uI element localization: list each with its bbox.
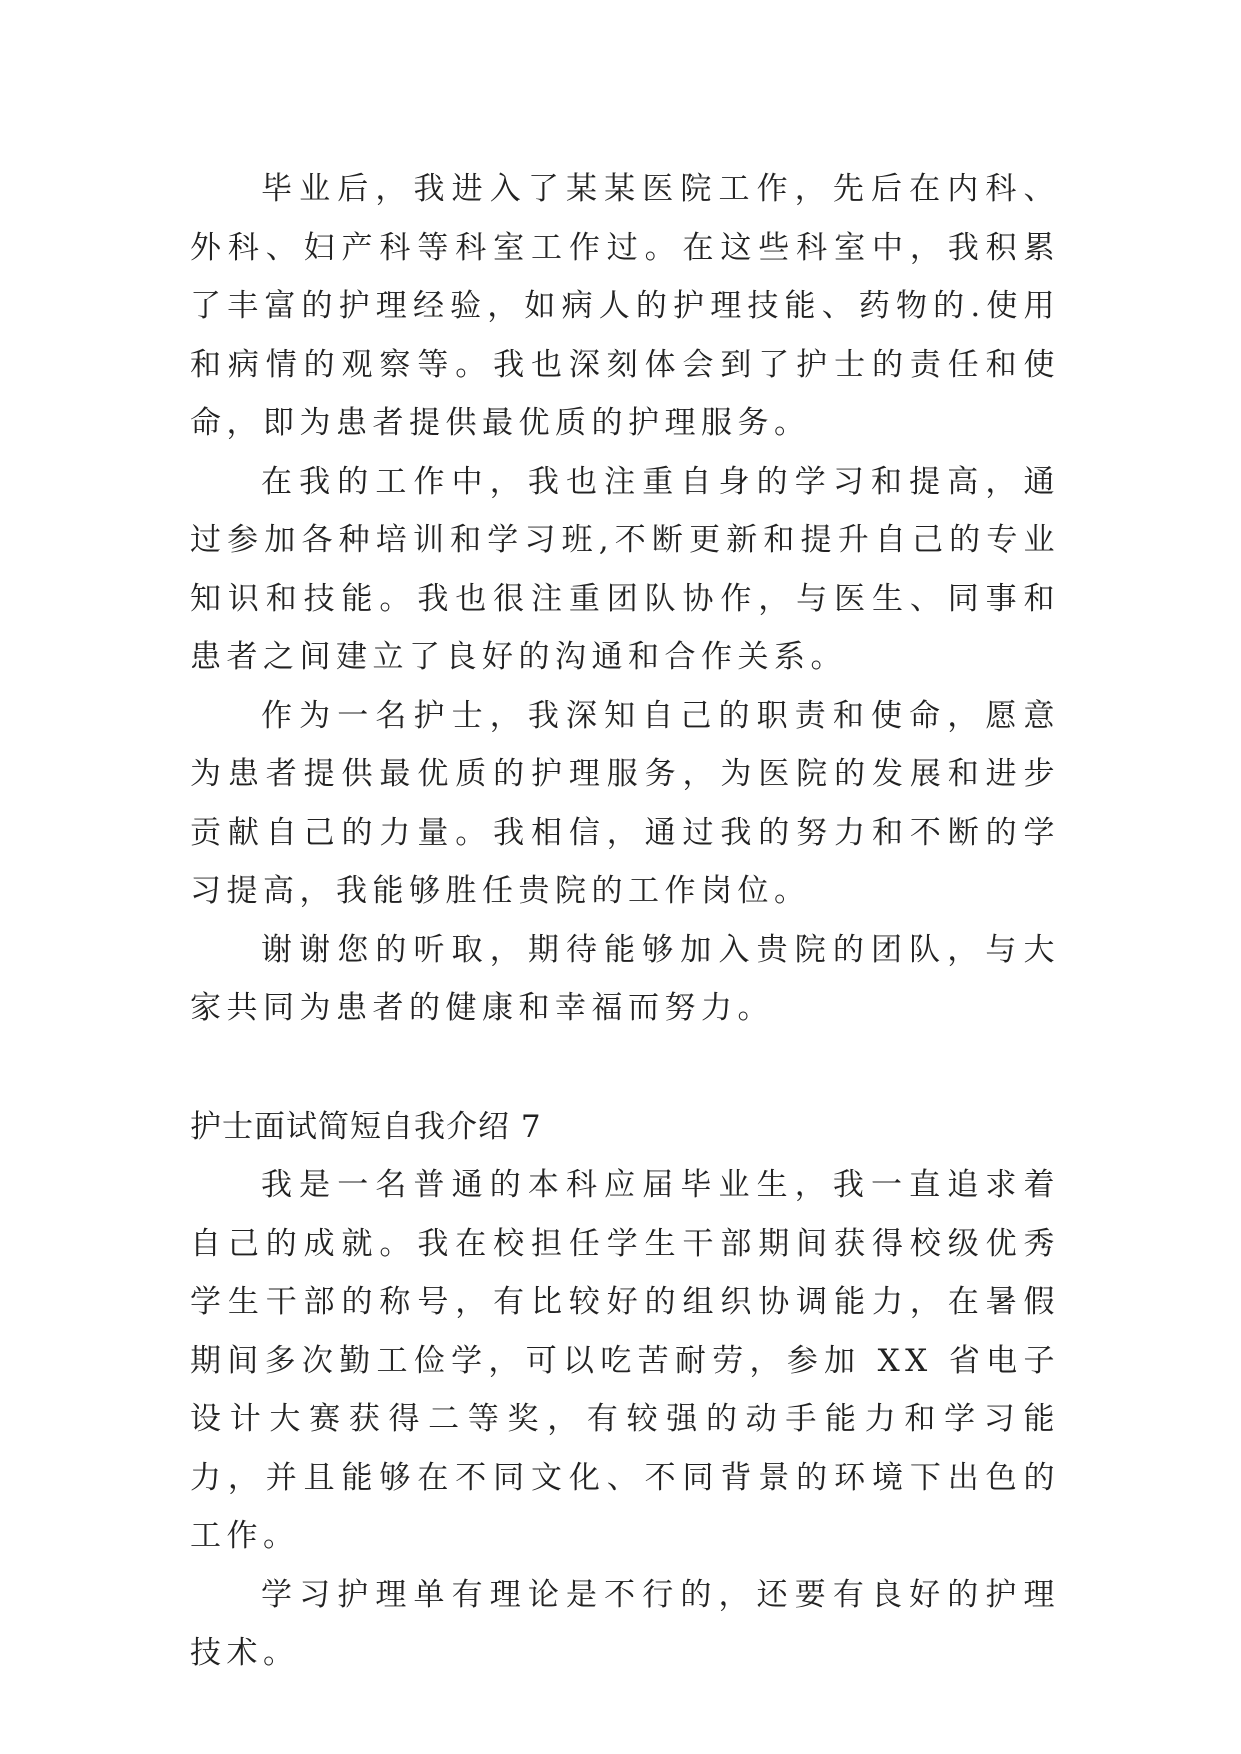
document-body: [190, 160, 1060, 1683]
section-title: 护士面试简短自我介绍 7: [190, 1108, 542, 1145]
paragraph-work-experience: 毕业后，我进入了某某医院工作，先后在内科、外科、妇产科等科室工作过。在这些科室中，我积累了丰富的护理经验，如病人的护理技能、药物的.使用和病情的观察等。我也深刻体会到了护士的责任和使命，即为患者提供最优质的护理服务。: [190, 171, 1060, 441]
paragraph-learning: 在我的工作中，我也注重自身的学习和提高，通过参加各种培训和学习班,不断更新和提升自己的专业知识和技能。我也很注重团队协作，与医生、同事和患者之间建立了良好的沟通和合作关系。: [190, 463, 1060, 675]
paragraph-commitment: 作为一名护士，我深知自己的职责和使命，愿意为患者提供最优质的护理服务，为医院的发展和进步贡献自己的力量。我相信，通过我的努力和不断的学习提高，我能够胜任贵院的工作岗位。: [190, 697, 1060, 909]
section-gap: [190, 1038, 1060, 1098]
paragraph-thanks: 谢谢您的听取，期待能够加入贵院的团队，与大家共同为患者的健康和幸福而努力。: [190, 931, 1060, 1026]
paragraph-self-introduction: 我是一名普通的本科应届毕业生，我一直追求着自己的成就。我在校担任学生干部期间获得校级优秀学生干部的称号，有比较好的组织协调能力，在暑假期间多次勤工俭学，可以吃苦耐劳，参加 XX 省电子设计大赛获得二等奖，有较强的动手能力和学习能力，并且能够在不同文化、不同背景的环境下出色的工作。: [190, 1167, 1060, 1554]
paragraph-nursing-skills: 学习护理单有理论是不行的，还要有良好的护理技术。: [190, 1576, 1060, 1671]
